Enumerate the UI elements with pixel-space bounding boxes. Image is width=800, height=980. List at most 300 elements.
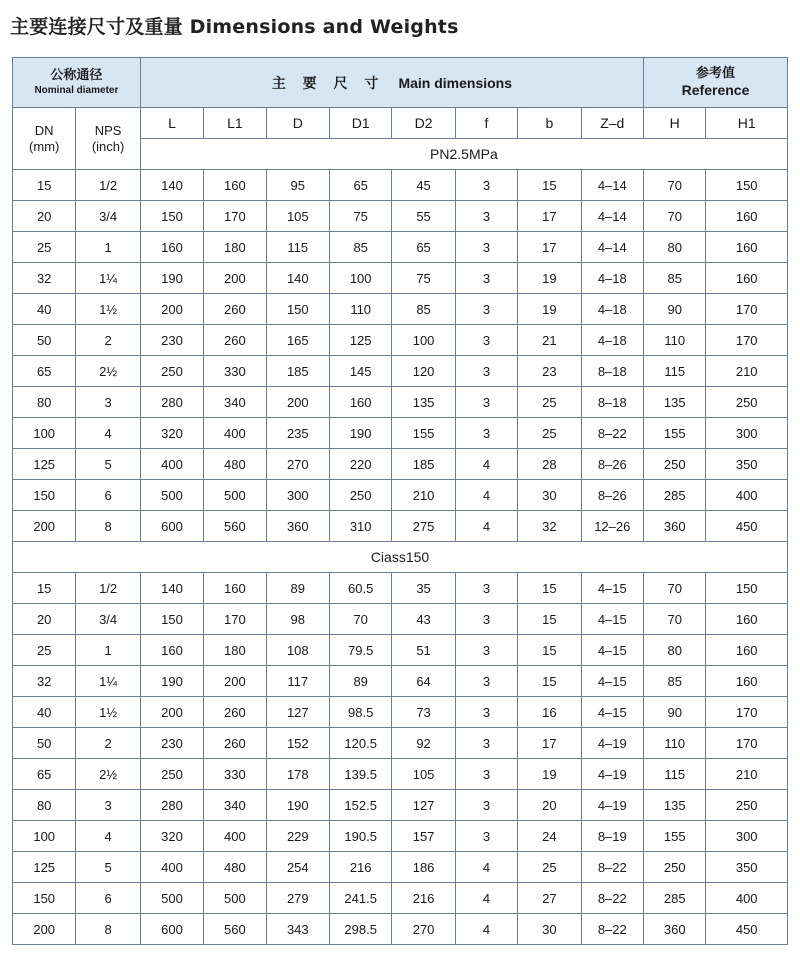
- table-cell: 8–22: [581, 883, 643, 914]
- table-cell: 70: [644, 201, 706, 232]
- table-cell: 8: [76, 914, 140, 945]
- table-cell: 4: [455, 883, 517, 914]
- table-cell: 110: [329, 294, 391, 325]
- table-cell: 150: [140, 604, 203, 635]
- table-cell: 139.5: [329, 759, 391, 790]
- table-cell: 100: [13, 418, 76, 449]
- table-row: [13, 325, 788, 356]
- table-cell: 2: [76, 325, 140, 356]
- table-cell: 19: [518, 294, 581, 325]
- table-cell: 170: [706, 728, 788, 759]
- table-cell: 285: [644, 883, 706, 914]
- table-cell: 27: [518, 883, 581, 914]
- table-cell: 17: [518, 232, 581, 263]
- table-cell: 4–15: [581, 635, 643, 666]
- table-cell: 260: [204, 294, 266, 325]
- column-header-b: b: [518, 108, 581, 139]
- table-cell: 110: [644, 728, 706, 759]
- table-cell: 105: [392, 759, 455, 790]
- table-cell: 320: [140, 821, 203, 852]
- table-cell: 330: [204, 356, 266, 387]
- table-cell: 400: [140, 852, 203, 883]
- table-cell: 160: [706, 604, 788, 635]
- table-cell: 150: [140, 201, 203, 232]
- table-cell: 50: [13, 728, 76, 759]
- table-row: [13, 883, 788, 914]
- table-row: [13, 511, 788, 542]
- table-cell: 75: [392, 263, 455, 294]
- section-label-pn: PN2.5MPa: [140, 139, 787, 170]
- table-cell: 280: [140, 387, 203, 418]
- table-cell: 160: [706, 201, 788, 232]
- table-cell: 115: [266, 232, 329, 263]
- table-row: [13, 170, 788, 201]
- table-cell: 4–14: [581, 201, 643, 232]
- table-cell: 30: [518, 480, 581, 511]
- table-cell: 3: [455, 201, 517, 232]
- table-cell: 150: [13, 480, 76, 511]
- table-cell: 98.5: [329, 697, 391, 728]
- table-cell: 3: [455, 728, 517, 759]
- table-cell: 170: [706, 325, 788, 356]
- header-row-columns: [13, 108, 788, 139]
- table-cell: 70: [644, 573, 706, 604]
- table-cell: 15: [518, 635, 581, 666]
- table-cell: 2: [76, 728, 140, 759]
- table-cell: 70: [329, 604, 391, 635]
- table-cell: 250: [644, 852, 706, 883]
- table-cell: 3: [455, 666, 517, 697]
- section-row: [13, 542, 788, 573]
- table-cell: 1/2: [76, 170, 140, 201]
- table-cell: 400: [706, 480, 788, 511]
- table-cell: 1/2: [76, 573, 140, 604]
- table-cell: 320: [140, 418, 203, 449]
- column-header-f: f: [455, 108, 517, 139]
- table-cell: 3/4: [76, 604, 140, 635]
- table-cell: 25: [518, 418, 581, 449]
- table-cell: 450: [706, 914, 788, 945]
- table-row: [13, 728, 788, 759]
- table-cell: 250: [329, 480, 391, 511]
- table-cell: 4: [455, 914, 517, 945]
- table-row: [13, 263, 788, 294]
- table-cell: 250: [140, 356, 203, 387]
- table-cell: 25: [518, 852, 581, 883]
- column-header-l: L: [140, 108, 203, 139]
- nominal-diameter-en: Nominal diameter: [34, 85, 119, 96]
- table-cell: 150: [706, 170, 788, 201]
- table-cell: 4–18: [581, 294, 643, 325]
- table-cell: 340: [204, 387, 266, 418]
- table-cell: 185: [392, 449, 455, 480]
- table-cell: 400: [706, 883, 788, 914]
- table-cell: 85: [392, 294, 455, 325]
- table-row: [13, 387, 788, 418]
- table-cell: 100: [13, 821, 76, 852]
- column-header-d2: D2: [392, 108, 455, 139]
- dimensions-table: [12, 57, 788, 945]
- table-cell: 270: [266, 449, 329, 480]
- table-cell: 155: [644, 821, 706, 852]
- table-cell: 400: [140, 449, 203, 480]
- table-cell: 135: [392, 387, 455, 418]
- column-header-z-d: Z–d: [581, 108, 643, 139]
- table-cell: 152.5: [329, 790, 391, 821]
- table-row: [13, 821, 788, 852]
- table-cell: 200: [204, 666, 266, 697]
- main-dimensions-cn: 主 要 尺 寸: [271, 75, 385, 92]
- table-cell: 3: [455, 790, 517, 821]
- table-cell: 280: [140, 790, 203, 821]
- table-cell: 200: [140, 697, 203, 728]
- table-cell: 250: [644, 449, 706, 480]
- table-cell: 70: [644, 604, 706, 635]
- table-cell: 160: [204, 573, 266, 604]
- table-cell: 43: [392, 604, 455, 635]
- table-cell: 152: [266, 728, 329, 759]
- table-cell: 3: [455, 325, 517, 356]
- table-cell: 15: [518, 666, 581, 697]
- table-cell: 500: [204, 480, 266, 511]
- dn-unit: (mm): [29, 138, 60, 154]
- table-cell: 229: [266, 821, 329, 852]
- table-cell: 35: [392, 573, 455, 604]
- table-cell: 4–15: [581, 697, 643, 728]
- table-cell: 51: [392, 635, 455, 666]
- table-cell: 25: [518, 387, 581, 418]
- table-cell: 40: [13, 697, 76, 728]
- table-cell: 16: [518, 697, 581, 728]
- section-label: Ciass150: [13, 542, 788, 573]
- reference-cn: 参考值: [696, 66, 736, 81]
- dn-header: [13, 108, 76, 170]
- table-cell: 65: [329, 170, 391, 201]
- table-row: [13, 697, 788, 728]
- table-cell: 15: [13, 573, 76, 604]
- table-cell: 200: [140, 294, 203, 325]
- table-cell: 4–18: [581, 325, 643, 356]
- table-cell: 190: [266, 790, 329, 821]
- table-cell: 2½: [76, 356, 140, 387]
- table-cell: 100: [329, 263, 391, 294]
- table-cell: 79.5: [329, 635, 391, 666]
- table-cell: 350: [706, 852, 788, 883]
- table-cell: 210: [706, 759, 788, 790]
- table-cell: 235: [266, 418, 329, 449]
- table-cell: 155: [644, 418, 706, 449]
- nps-unit: (inch): [91, 138, 125, 154]
- table-cell: 310: [329, 511, 391, 542]
- table-cell: 21: [518, 325, 581, 356]
- table-cell: 85: [644, 666, 706, 697]
- table-cell: 20: [13, 201, 76, 232]
- table-cell: 5: [76, 852, 140, 883]
- table-cell: 210: [392, 480, 455, 511]
- table-cell: 1½: [76, 294, 140, 325]
- table-cell: 4–15: [581, 604, 643, 635]
- table-cell: 270: [392, 914, 455, 945]
- table-cell: 340: [204, 790, 266, 821]
- table-cell: 3: [455, 759, 517, 790]
- table-cell: 8–18: [581, 356, 643, 387]
- table-cell: 24: [518, 821, 581, 852]
- table-row: [13, 232, 788, 263]
- table-cell: 250: [706, 790, 788, 821]
- table-cell: 190: [329, 418, 391, 449]
- table-cell: 360: [644, 511, 706, 542]
- table-cell: 135: [644, 790, 706, 821]
- table-cell: 145: [329, 356, 391, 387]
- table-cell: 200: [13, 511, 76, 542]
- table-cell: 17: [518, 728, 581, 759]
- table-cell: 165: [266, 325, 329, 356]
- table-cell: 190: [140, 263, 203, 294]
- table-cell: 250: [140, 759, 203, 790]
- table-row: [13, 759, 788, 790]
- table-cell: 95: [266, 170, 329, 201]
- table-cell: 4–15: [581, 573, 643, 604]
- table-cell: 50: [13, 325, 76, 356]
- table-cell: 170: [204, 201, 266, 232]
- table-cell: 254: [266, 852, 329, 883]
- table-cell: 40: [13, 294, 76, 325]
- table-cell: 115: [644, 356, 706, 387]
- table-cell: 90: [644, 697, 706, 728]
- table-cell: 6: [76, 480, 140, 511]
- table-cell: 45: [392, 170, 455, 201]
- table-cell: 20: [13, 604, 76, 635]
- table-cell: 600: [140, 511, 203, 542]
- table-cell: 260: [204, 697, 266, 728]
- table-cell: 200: [13, 914, 76, 945]
- table-row: [13, 852, 788, 883]
- table-cell: 400: [204, 821, 266, 852]
- table-cell: 4–18: [581, 263, 643, 294]
- table-cell: 15: [518, 604, 581, 635]
- table-cell: 3/4: [76, 201, 140, 232]
- table-cell: 3: [76, 790, 140, 821]
- table-cell: 6: [76, 883, 140, 914]
- table-cell: 19: [518, 263, 581, 294]
- table-cell: 4: [455, 852, 517, 883]
- table-cell: 15: [518, 170, 581, 201]
- table-cell: 140: [140, 170, 203, 201]
- table-cell: 160: [329, 387, 391, 418]
- table-cell: 30: [518, 914, 581, 945]
- table-cell: 480: [204, 852, 266, 883]
- table-cell: 250: [706, 387, 788, 418]
- table-cell: 4–19: [581, 728, 643, 759]
- table-cell: 75: [329, 201, 391, 232]
- table-cell: 3: [455, 387, 517, 418]
- table-cell: 23: [518, 356, 581, 387]
- table-cell: 140: [140, 573, 203, 604]
- table-cell: 4–14: [581, 170, 643, 201]
- table-cell: 12–26: [581, 511, 643, 542]
- table-cell: 8–18: [581, 387, 643, 418]
- table-cell: 190: [140, 666, 203, 697]
- table-cell: 140: [266, 263, 329, 294]
- table-cell: 4: [76, 821, 140, 852]
- table-cell: 170: [706, 697, 788, 728]
- table-cell: 8–26: [581, 480, 643, 511]
- column-header-d: D: [266, 108, 329, 139]
- table-cell: 8–22: [581, 852, 643, 883]
- table-cell: 230: [140, 728, 203, 759]
- table-cell: 3: [455, 232, 517, 263]
- table-cell: 260: [204, 325, 266, 356]
- table-cell: 3: [455, 697, 517, 728]
- table-cell: 4: [455, 449, 517, 480]
- table-cell: 350: [706, 449, 788, 480]
- table-cell: 85: [329, 232, 391, 263]
- table-cell: 500: [204, 883, 266, 914]
- table-cell: 8–22: [581, 914, 643, 945]
- table-cell: 4–19: [581, 790, 643, 821]
- table-cell: 8–19: [581, 821, 643, 852]
- table-cell: 285: [644, 480, 706, 511]
- table-row: [13, 666, 788, 697]
- table-cell: 343: [266, 914, 329, 945]
- table-cell: 3: [455, 821, 517, 852]
- table-row: [13, 294, 788, 325]
- header-row-top: [13, 58, 788, 108]
- table-cell: 120.5: [329, 728, 391, 759]
- table-cell: 117: [266, 666, 329, 697]
- table-row: [13, 914, 788, 945]
- table-cell: 3: [455, 604, 517, 635]
- table-cell: 180: [204, 635, 266, 666]
- table-cell: 500: [140, 480, 203, 511]
- table-cell: 80: [13, 790, 76, 821]
- table-cell: 1: [76, 232, 140, 263]
- table-cell: 8: [76, 511, 140, 542]
- table-cell: 4: [455, 511, 517, 542]
- table-cell: 110: [644, 325, 706, 356]
- reference-header: [644, 58, 788, 108]
- table-body: [13, 58, 788, 945]
- column-header-l1: L1: [204, 108, 266, 139]
- table-cell: 150: [266, 294, 329, 325]
- table-cell: 1¼: [76, 666, 140, 697]
- table-cell: 135: [644, 387, 706, 418]
- table-cell: 300: [706, 821, 788, 852]
- table-cell: 90: [644, 294, 706, 325]
- table-cell: 160: [204, 170, 266, 201]
- table-cell: 85: [644, 263, 706, 294]
- page-title: 主要连接尺寸及重量 Dimensions and Weights: [10, 16, 459, 38]
- table-cell: 60.5: [329, 573, 391, 604]
- table-cell: 260: [204, 728, 266, 759]
- table-row: [13, 201, 788, 232]
- table-cell: 64: [392, 666, 455, 697]
- table-cell: 600: [140, 914, 203, 945]
- table-row: [13, 604, 788, 635]
- table-row: [13, 790, 788, 821]
- table-cell: 3: [455, 573, 517, 604]
- table-cell: 216: [329, 852, 391, 883]
- table-cell: 3: [455, 418, 517, 449]
- table-cell: 92: [392, 728, 455, 759]
- table-cell: 241.5: [329, 883, 391, 914]
- table-cell: 150: [706, 573, 788, 604]
- table-cell: 3: [455, 170, 517, 201]
- table-cell: 4–14: [581, 232, 643, 263]
- table-cell: 80: [644, 635, 706, 666]
- table-cell: 186: [392, 852, 455, 883]
- table-cell: 400: [204, 418, 266, 449]
- table-cell: 105: [266, 201, 329, 232]
- table-row: [13, 480, 788, 511]
- table-cell: 2½: [76, 759, 140, 790]
- table-cell: 560: [204, 914, 266, 945]
- table-cell: 108: [266, 635, 329, 666]
- table-cell: 1: [76, 635, 140, 666]
- table-cell: 89: [266, 573, 329, 604]
- table-cell: 125: [329, 325, 391, 356]
- table-cell: 279: [266, 883, 329, 914]
- table-cell: 170: [204, 604, 266, 635]
- table-cell: 3: [455, 635, 517, 666]
- table-cell: 210: [706, 356, 788, 387]
- table-cell: 73: [392, 697, 455, 728]
- table-cell: 70: [644, 170, 706, 201]
- table-cell: 15: [518, 573, 581, 604]
- table-cell: 330: [204, 759, 266, 790]
- table-cell: 275: [392, 511, 455, 542]
- table-cell: 3: [76, 387, 140, 418]
- table-cell: 8–22: [581, 418, 643, 449]
- table-row: [13, 635, 788, 666]
- table-cell: 17: [518, 201, 581, 232]
- table-cell: 160: [140, 635, 203, 666]
- column-header-d1: D1: [329, 108, 391, 139]
- table-cell: 298.5: [329, 914, 391, 945]
- table-cell: 480: [204, 449, 266, 480]
- table-cell: 25: [13, 635, 76, 666]
- table-cell: 100: [392, 325, 455, 356]
- table-cell: 127: [266, 697, 329, 728]
- table-cell: 1¼: [76, 263, 140, 294]
- nps-label: NPS: [94, 122, 122, 138]
- table-cell: 80: [13, 387, 76, 418]
- table-cell: 3: [455, 294, 517, 325]
- table-cell: 125: [13, 852, 76, 883]
- table-cell: 230: [140, 325, 203, 356]
- table-cell: 160: [140, 232, 203, 263]
- table-cell: 190.5: [329, 821, 391, 852]
- table-row: [13, 356, 788, 387]
- table-cell: 120: [392, 356, 455, 387]
- table-cell: 500: [140, 883, 203, 914]
- table-cell: 4: [455, 480, 517, 511]
- table-cell: 32: [13, 263, 76, 294]
- nominal-diameter-cn: 公称通径: [50, 68, 103, 83]
- table-cell: 125: [13, 449, 76, 480]
- table-cell: 160: [706, 263, 788, 294]
- table-cell: 20: [518, 790, 581, 821]
- table-cell: 180: [204, 232, 266, 263]
- table-cell: 65: [13, 356, 76, 387]
- table-cell: 98: [266, 604, 329, 635]
- table-cell: 560: [204, 511, 266, 542]
- table-cell: 300: [706, 418, 788, 449]
- table-cell: 15: [13, 170, 76, 201]
- table-cell: 300: [266, 480, 329, 511]
- table-cell: 65: [392, 232, 455, 263]
- table-cell: 25: [13, 232, 76, 263]
